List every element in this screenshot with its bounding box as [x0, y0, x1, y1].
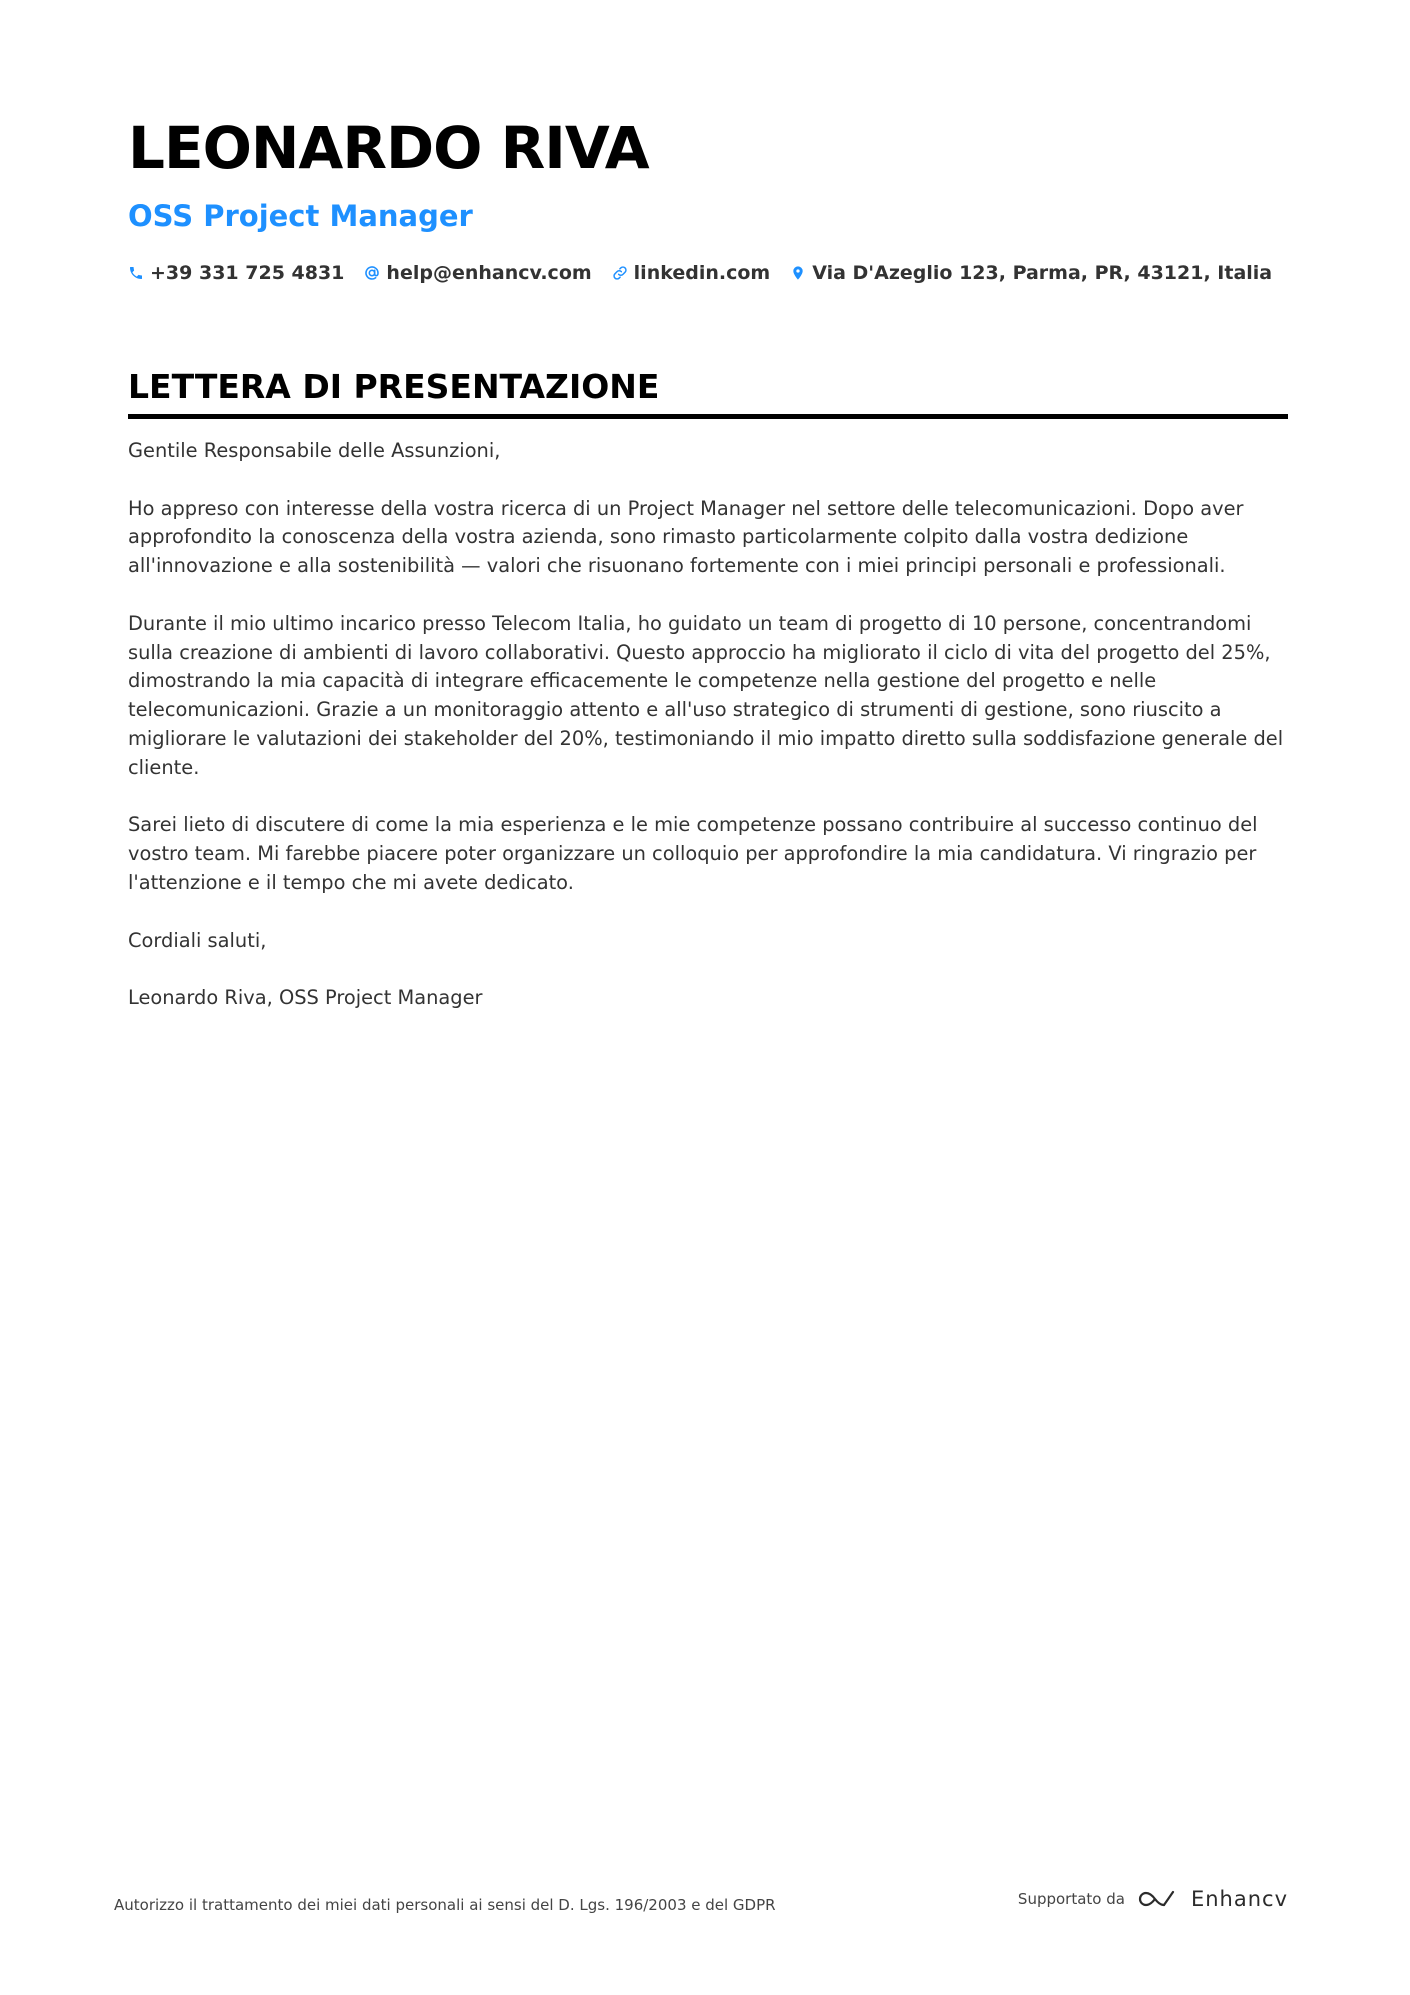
- letter-paragraph: Sarei lieto di discutere di come la mia esperienza e le mie competenze possano contribuire al successo continuo del vostro team. Mi farebbe piacere poter organizzare un colloquio per approfondire la mia candidatura. Vi ringrazio per l'attenzione e il tempo che mi avete dedicato.: [128, 813, 1258, 894]
- header: [128, 108, 1288, 284]
- job-title: OSS Project Manager: [128, 199, 473, 233]
- section-title: LETTERA DI PRESENTAZIONE: [128, 364, 1288, 419]
- letter-greeting: Gentile Responsabile delle Assunzioni,: [128, 439, 501, 462]
- email-text: help@enhancv.com: [386, 262, 592, 284]
- contact-phone: [128, 262, 344, 284]
- phone-text: +39 331 725 4831: [150, 262, 345, 284]
- contact-linkedin[interactable]: [612, 262, 771, 284]
- privacy-consent: Autorizzo il trattamento dei miei dati personali ai sensi del D. Lgs. 196/2003 e del GDPR: [114, 1896, 776, 1914]
- linkedin-text: linkedin.com: [633, 262, 771, 284]
- candidate-name: LEONARDO RIVA: [128, 114, 649, 182]
- phone-icon: [128, 265, 144, 281]
- brand-name: Enhancv: [1190, 1887, 1288, 1911]
- powered-by-label: Supportato da: [1017, 1890, 1125, 1908]
- address-text: Via D'Azeglio 123, Parma, PR, 43121, Italia: [812, 262, 1273, 284]
- footer: [114, 1886, 1288, 1926]
- letter-closing: Cordiali saluti,: [128, 928, 267, 952]
- link-icon: [612, 265, 628, 281]
- enhancv-logo-icon: [1135, 1886, 1181, 1912]
- letter-signature: Leonardo Riva, OSS Project Manager: [128, 986, 483, 1010]
- contact-bar: [128, 262, 1288, 284]
- letter-paragraph: Durante il mio ultimo incarico presso Telecom Italia, ho guidato un team di progetto di 10 persone, concentrandomi sulla creazione di ambienti di lavoro collaborativi. Questo approccio ha migliorato il ciclo di vita del progetto del 25%, dimostrando la mia capacità di integrare efficacemente le competenze nella gestione del progetto e nelle telecomunicazioni. Grazie a un monitoraggio attento e all'uso strategico di strumenti di gestione, sono riuscito a migliorare le valutazioni dei stakeholder del 20%, testimoniando il mio impatto diretto sulla soddisfazione generale del cliente.: [128, 611, 1284, 779]
- at-icon: [364, 265, 380, 281]
- contact-email[interactable]: [364, 262, 591, 284]
- letter-paragraph: Ho appreso con interesse della vostra ricerca di un Project Manager nel settore delle telecomunicazioni. Dopo aver approfondito la conoscenza della vostra azienda, sono rimasto particolarmente colpito dalla vostra dedizione all'innovazione e alla sostenibilità — valori che risuonano fortemente con i miei principi personali e professionali.: [128, 496, 1244, 578]
- powered-by[interactable]: [1018, 1886, 1288, 1912]
- contact-address: [790, 262, 1272, 284]
- letter-body: [128, 437, 1288, 1042]
- map-pin-icon: [790, 265, 806, 281]
